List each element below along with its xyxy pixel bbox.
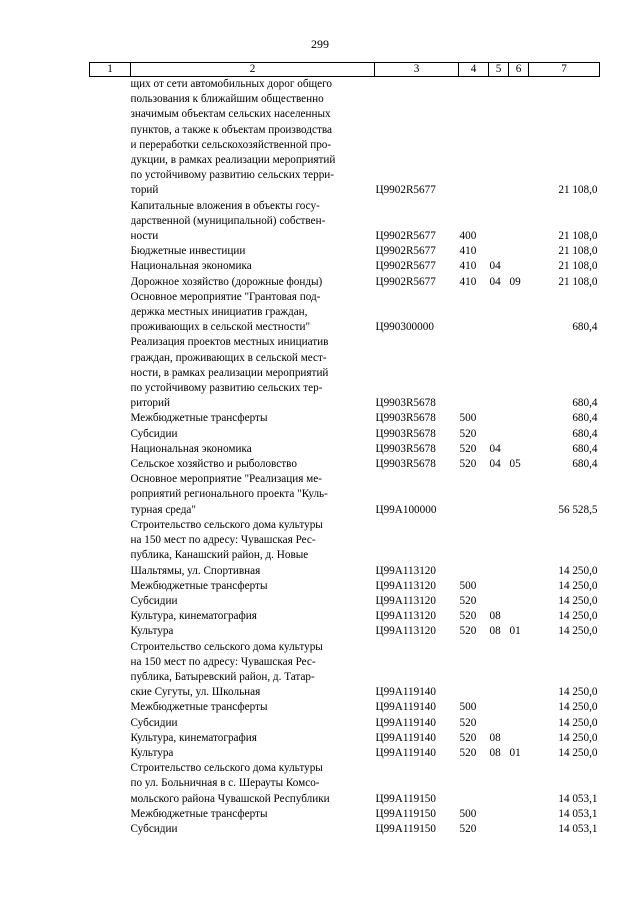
cell-col-1 — [90, 244, 131, 259]
target-article-code: Ц99А100000 — [375, 503, 437, 516]
cell-col-1 — [90, 411, 131, 426]
table-row — [90, 640, 600, 701]
amount-value: 14 250,0 — [558, 746, 598, 759]
row-description: Культура, кинематография — [130, 731, 257, 744]
amount-value: 14 250,0 — [558, 716, 598, 729]
target-article-code: Ц9902R5677 — [375, 275, 436, 288]
table-row — [90, 77, 600, 199]
amount-value: 14 250,0 — [558, 625, 598, 638]
subsection-code — [509, 609, 529, 624]
expense-type-code: 520 — [459, 822, 477, 835]
row-description: Капитальные вложения в объекты госу- дарственной (муниципальной) собствен- ности — [130, 199, 326, 243]
expense-type-code — [459, 290, 489, 336]
section-code: 04 — [489, 260, 501, 273]
row-description: Бюджетные инвестиции — [130, 245, 246, 258]
table-row — [90, 275, 600, 290]
table-row — [90, 624, 600, 639]
expense-type-code — [459, 335, 489, 411]
subsection-code — [509, 472, 529, 518]
row-description: Субсидии — [130, 822, 178, 835]
row-description: Культура, кинематография — [130, 610, 257, 623]
cell-col-1 — [90, 807, 131, 822]
table-row — [90, 609, 600, 624]
header-col-6: 6 — [509, 63, 529, 77]
cell-col-1 — [90, 700, 131, 715]
table-row — [90, 761, 600, 807]
cell-col-1 — [90, 427, 131, 442]
expense-type-code — [459, 77, 489, 199]
table-row — [90, 290, 600, 336]
section-code: 04 — [489, 275, 501, 288]
amount-value: 14 250,0 — [558, 594, 598, 607]
subsection-code — [509, 199, 529, 245]
target-article-code: Ц990300000 — [375, 321, 434, 334]
subsection-code: 01 — [509, 746, 521, 759]
cell-col-1 — [90, 822, 131, 837]
expense-type-code — [459, 640, 489, 701]
section-code — [489, 472, 509, 518]
amount-value: 21 108,0 — [558, 230, 598, 243]
cell-col-1 — [90, 579, 131, 594]
row-description: Межбюджетные трансферты — [130, 701, 268, 714]
row-description: Строительство сельского дома культуры на 150 мест по адресу: Чувашская Рес- публика, Батыревский район, д. Татар- ские Сугуты, ул. Школьная — [130, 640, 323, 699]
row-description: Дорожное хозяйство (дорожные фонды) — [130, 275, 323, 288]
row-description: Субсидии — [130, 716, 178, 729]
target-article-code: Ц9903R5678 — [375, 412, 436, 425]
target-article-code: Ц99А119140 — [375, 716, 436, 729]
target-article-code: Ц9903R5678 — [375, 427, 436, 440]
row-description: Межбюджетные трансферты — [130, 807, 268, 820]
target-article-code: Ц99А119140 — [375, 686, 436, 699]
subsection-code — [509, 761, 529, 807]
section-code: 08 — [489, 746, 501, 759]
subsection-code: 01 — [509, 625, 521, 638]
expense-type-code: 410 — [459, 245, 477, 258]
table-row — [90, 427, 600, 442]
amount-value: 680,4 — [572, 321, 598, 334]
section-code — [489, 335, 509, 411]
cell-col-1 — [90, 716, 131, 731]
expense-type-code: 410 — [459, 275, 477, 288]
expense-type-code: 520 — [459, 442, 477, 455]
section-code — [489, 822, 509, 837]
table-row — [90, 411, 600, 426]
section-code: 08 — [489, 731, 501, 744]
expense-type-code: 520 — [459, 625, 477, 638]
cell-col-1 — [90, 640, 131, 701]
row-description: Межбюджетные трансферты — [130, 412, 268, 425]
target-article-code: Ц9903R5678 — [375, 397, 436, 410]
amount-value: 14 053,1 — [558, 807, 598, 820]
row-description: Культура — [130, 746, 174, 759]
subsection-code — [509, 244, 529, 259]
cell-col-1 — [90, 275, 131, 290]
row-description: Строительство сельского дома культуры по ул. Больничная в с. Шерауты Комсо- мольского района Чувашской Республики — [130, 762, 330, 805]
subsection-code: 09 — [509, 275, 521, 288]
target-article-code: Ц9902R5677 — [375, 245, 436, 258]
section-code — [489, 77, 509, 199]
cell-col-1 — [90, 594, 131, 609]
amount-value: 14 250,0 — [558, 579, 598, 592]
target-article-code: Ц99А119140 — [375, 746, 436, 759]
target-article-code: Ц99А119140 — [375, 701, 436, 714]
section-code — [489, 411, 509, 426]
row-description: щих от сети автомобильных дорог общего пользования к ближайшим общественно значимым объектам сельских населенных пунктов, а также к объектам производства и переработки сельскохозяйственной про- дукции, в рамках реализации мероприятий по устойчивому развитию сельских терри- торий — [130, 78, 336, 197]
section-code — [489, 640, 509, 701]
expense-type-code: 520 — [459, 610, 477, 623]
section-code — [489, 290, 509, 336]
amount-value: 14 250,0 — [558, 686, 598, 699]
target-article-code: Ц99А113120 — [375, 579, 436, 592]
section-code — [489, 579, 509, 594]
row-description: Субсидии — [130, 427, 178, 440]
section-code: 04 — [489, 442, 501, 455]
subsection-code — [509, 411, 529, 426]
cell-col-1 — [90, 624, 131, 639]
table-row — [90, 594, 600, 609]
target-article-code: Ц99А113120 — [375, 564, 436, 577]
expense-type-code: 520 — [459, 716, 477, 729]
header-row — [90, 63, 600, 77]
section-code — [489, 427, 509, 442]
expense-type-code: 500 — [459, 412, 477, 425]
subsection-code: 05 — [509, 458, 521, 471]
section-code — [489, 716, 509, 731]
amount-value: 680,4 — [572, 427, 598, 440]
amount-value: 21 108,0 — [558, 275, 598, 288]
target-article-code: Ц99А119150 — [375, 792, 436, 805]
amount-value: 680,4 — [572, 442, 598, 455]
row-description: Основное мероприятие "Грантовая под- держка местных инициатив граждан, проживающих в сельской местности" — [130, 290, 321, 334]
cell-col-1 — [90, 472, 131, 518]
subsection-code — [509, 807, 529, 822]
section-code — [489, 807, 509, 822]
table-row — [90, 716, 600, 731]
row-description: Субсидии — [130, 594, 178, 607]
section-code: 08 — [489, 610, 501, 623]
amount-value: 14 250,0 — [558, 701, 598, 714]
expense-type-code: 520 — [459, 746, 477, 759]
row-description: Национальная экономика — [130, 260, 252, 273]
header-col-5: 5 — [489, 63, 509, 77]
target-article-code: Ц99А119150 — [375, 807, 436, 820]
expense-type-code: 520 — [459, 731, 477, 744]
cell-col-1 — [90, 442, 131, 457]
section-code: 04 — [489, 458, 501, 471]
table-row — [90, 244, 600, 259]
amount-value: 680,4 — [572, 397, 598, 410]
section-code — [489, 761, 509, 807]
subsection-code — [509, 290, 529, 336]
expense-type-code: 500 — [459, 701, 477, 714]
section-code — [489, 518, 509, 579]
target-article-code: Ц9903R5678 — [375, 442, 436, 455]
amount-value: 21 108,0 — [558, 260, 598, 273]
cell-col-1 — [90, 290, 131, 336]
subsection-code — [509, 640, 529, 701]
target-article-code: Ц99А113120 — [375, 625, 436, 638]
section-code — [489, 199, 509, 245]
header-col-7: 7 — [529, 63, 600, 77]
amount-value: 680,4 — [572, 458, 598, 471]
expense-type-code — [459, 472, 489, 518]
cell-col-1 — [90, 609, 131, 624]
section-code — [489, 244, 509, 259]
expense-type-code: 520 — [459, 458, 477, 471]
table-row — [90, 442, 600, 457]
expense-type-code: 500 — [459, 579, 477, 592]
subsection-code — [509, 335, 529, 411]
table-row — [90, 822, 600, 837]
amount-value: 14 250,0 — [558, 564, 598, 577]
target-article-code: Ц9903R5678 — [375, 458, 436, 471]
amount-value: 21 108,0 — [558, 184, 598, 197]
expense-type-code: 410 — [459, 260, 477, 273]
target-article-code: Ц99А119140 — [375, 731, 436, 744]
expense-type-code: 400 — [459, 230, 477, 243]
table-row — [90, 746, 600, 761]
page-number: 299 — [311, 37, 329, 51]
table-body — [90, 77, 600, 838]
target-article-code: Ц9902R5677 — [375, 260, 436, 273]
table-row — [90, 731, 600, 746]
cell-col-1 — [90, 457, 131, 472]
row-description: Строительство сельского дома культуры на 150 мест по адресу: Чувашская Рес- публика, Канашский район, д. Новые Шальтямы, ул. Спортивная — [130, 518, 323, 577]
cell-col-1 — [90, 199, 131, 245]
row-description: Национальная экономика — [130, 442, 252, 455]
header-col-3: 3 — [375, 63, 459, 77]
row-description: Межбюджетные трансферты — [130, 579, 268, 592]
subsection-code — [509, 700, 529, 715]
cell-col-1 — [90, 746, 131, 761]
target-article-code: Ц9902R5677 — [375, 184, 436, 197]
subsection-code — [509, 716, 529, 731]
subsection-code — [509, 259, 529, 274]
row-description: Культура — [130, 625, 174, 638]
table-row — [90, 472, 600, 518]
table-row — [90, 199, 600, 245]
target-article-code: Ц9902R5677 — [375, 230, 436, 243]
table-row — [90, 700, 600, 715]
cell-col-1 — [90, 259, 131, 274]
expense-type-code: 500 — [459, 807, 477, 820]
table-row — [90, 579, 600, 594]
amount-value: 14 053,1 — [558, 792, 598, 805]
cell-col-1 — [90, 518, 131, 579]
amount-value: 21 108,0 — [558, 245, 598, 258]
row-description: Основное мероприятие "Реализация ме- роприятий регионального проекта "Куль- турная среда" — [130, 473, 328, 516]
table-row — [90, 807, 600, 822]
row-description: Сельское хозяйство и рыболовство — [130, 458, 297, 471]
target-article-code: Ц99А119150 — [375, 822, 436, 835]
expense-type-code: 520 — [459, 427, 477, 440]
cell-col-1 — [90, 731, 131, 746]
cell-col-1 — [90, 77, 131, 199]
section-code — [489, 594, 509, 609]
expense-type-code — [459, 761, 489, 807]
table-row — [90, 259, 600, 274]
header-col-2: 2 — [131, 63, 375, 77]
cell-col-1 — [90, 761, 131, 807]
subsection-code — [509, 518, 529, 579]
expense-type-code: 520 — [459, 594, 477, 607]
amount-value: 14 053,1 — [558, 822, 598, 835]
cell-col-1 — [90, 335, 131, 411]
subsection-code — [509, 594, 529, 609]
subsection-code — [509, 579, 529, 594]
subsection-code — [509, 442, 529, 457]
header-col-4: 4 — [459, 63, 489, 77]
subsection-code — [509, 822, 529, 837]
subsection-code — [509, 427, 529, 442]
section-code: 08 — [489, 625, 501, 638]
budget-table — [89, 62, 600, 837]
section-code — [489, 700, 509, 715]
subsection-code — [509, 77, 529, 199]
table-row — [90, 518, 600, 579]
target-article-code: Ц99А113120 — [375, 594, 436, 607]
amount-value: 14 250,0 — [558, 731, 598, 744]
amount-value: 14 250,0 — [558, 610, 598, 623]
expense-type-code — [459, 518, 489, 579]
header-col-1: 1 — [90, 63, 131, 77]
subsection-code — [509, 731, 529, 746]
amount-value: 56 528,5 — [558, 503, 598, 516]
table-row — [90, 457, 600, 472]
row-description: Реализация проектов местных инициатив граждан, проживающих в сельской мест- ности, в рамках реализации мероприятий по устойчивому развитию сельских тер- риторий — [130, 336, 329, 410]
amount-value: 680,4 — [572, 412, 598, 425]
target-article-code: Ц99А113120 — [375, 610, 436, 623]
table-row — [90, 335, 600, 411]
